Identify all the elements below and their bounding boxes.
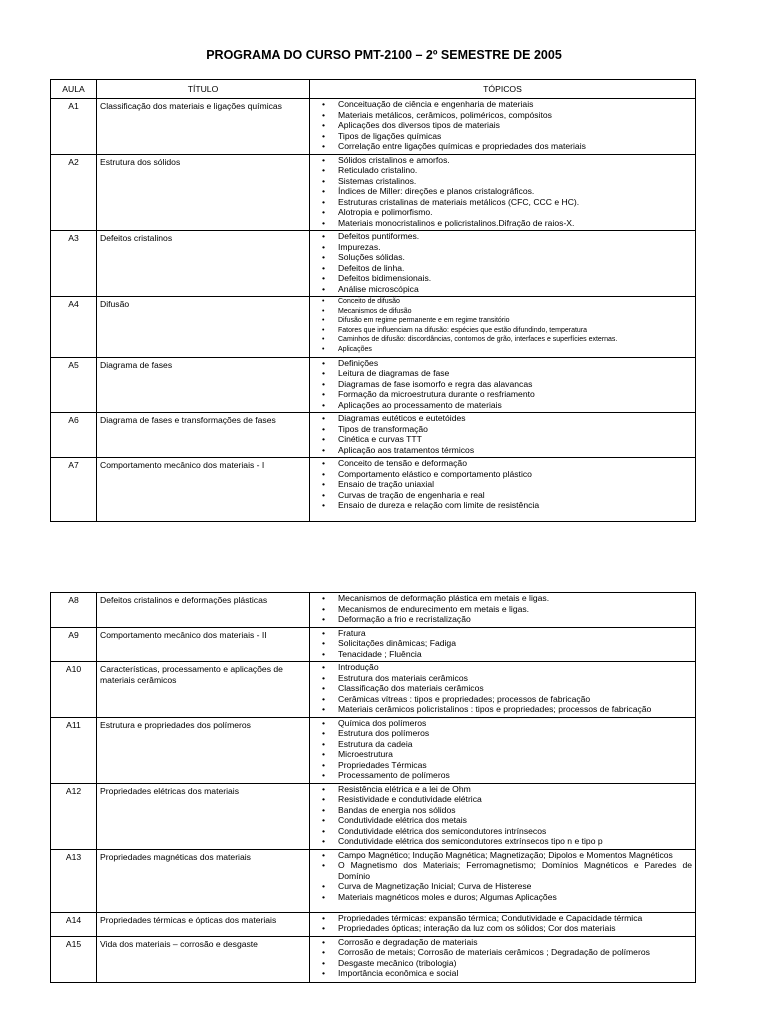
topic-item: • Cerâmicas vítreas : tipos e propriedades; processos de fabricação bbox=[338, 694, 692, 705]
topic-item: • Tipos de ligações químicas bbox=[338, 131, 692, 142]
lesson-title: Difusão bbox=[97, 297, 310, 358]
lesson-topics bbox=[310, 717, 696, 783]
topic-item: • Definições bbox=[338, 358, 692, 369]
lesson-row-a10 bbox=[51, 662, 696, 718]
header-aula: AULA bbox=[51, 80, 97, 99]
topic-item: • Processamento de polímeros bbox=[338, 770, 692, 781]
topic-item: • Condutividade elétrica dos semicondutores intrínsecos bbox=[338, 826, 692, 837]
topic-list bbox=[313, 413, 692, 455]
topic-item: • Alotropia e polimorfismo. bbox=[338, 207, 692, 218]
topic-item: • Fatores que influenciam na difusão: espécies que estão difundindo, temperatura bbox=[338, 326, 692, 336]
topic-item: • Tipos de transformação bbox=[338, 424, 692, 435]
topic-item: • Defeitos puntiformes. bbox=[338, 231, 692, 242]
topic-list bbox=[313, 593, 692, 625]
lesson-title: Propriedades térmicas e ópticas dos materiais bbox=[97, 912, 310, 936]
topic-item: • Campo Magnético; Indução Magnética; Magnetização; Dipolos e Momentos Magnéticos bbox=[338, 850, 692, 861]
lesson-code: A7 bbox=[51, 458, 97, 522]
topic-item: • Resistividade e condutividade elétrica bbox=[338, 794, 692, 805]
lesson-topics bbox=[310, 231, 696, 297]
lesson-title: Características, processamento e aplicações de materiais cerâmicos bbox=[97, 662, 310, 718]
lesson-title: Propriedades elétricas dos materiais bbox=[97, 783, 310, 849]
topic-list bbox=[313, 718, 692, 781]
lesson-code: A3 bbox=[51, 231, 97, 297]
lesson-code: A9 bbox=[51, 627, 97, 662]
lesson-row-a13 bbox=[51, 849, 696, 912]
topic-list bbox=[313, 628, 692, 660]
lesson-code: A8 bbox=[51, 593, 97, 628]
topic-item: • Mecanismos de deformação plástica em metais e ligas. bbox=[338, 593, 692, 604]
topic-item: • Caminhos de difusão: discordâncias, contornos de grão, interfaces e superfícies externas. bbox=[338, 335, 692, 345]
topic-item: • Química dos polímeros bbox=[338, 718, 692, 729]
document-title: PROGRAMA DO CURSO PMT-2100 – 2º SEMESTRE DE 2005 bbox=[206, 48, 562, 62]
topic-item: • Bandas de energia nos sólidos bbox=[338, 805, 692, 816]
lesson-title: Propriedades magnéticas dos materiais bbox=[97, 849, 310, 912]
topic-item: • Materiais metálicos, cerâmicos, poliméricos, compósitos bbox=[338, 110, 692, 121]
header-titulo: TÍTULO bbox=[97, 80, 310, 99]
lesson-code: A4 bbox=[51, 297, 97, 358]
topic-item: • Aplicações bbox=[338, 345, 692, 355]
lesson-title: Comportamento mecânico dos materiais - I bbox=[97, 458, 310, 522]
lesson-row-a12 bbox=[51, 783, 696, 849]
lesson-row-a9 bbox=[51, 627, 696, 662]
topic-item: • Diagramas de fase isomorfo e regra das alavancas bbox=[338, 379, 692, 390]
topic-item: • Curvas de tração de engenharia e real bbox=[338, 490, 692, 501]
topic-item: • Mecanismos de difusão bbox=[338, 307, 692, 317]
topic-list bbox=[313, 784, 692, 847]
lesson-code: A2 bbox=[51, 154, 97, 231]
table-header-row bbox=[51, 80, 696, 99]
topic-item: • Cinética e curvas TTT bbox=[338, 434, 692, 445]
topic-item: • Defeitos bidimensionais. bbox=[338, 273, 692, 284]
topic-list bbox=[313, 155, 692, 229]
topic-list bbox=[313, 358, 692, 411]
lesson-row-a2 bbox=[51, 154, 696, 231]
topic-item: • Condutividade elétrica dos metais bbox=[338, 815, 692, 826]
lesson-code: A15 bbox=[51, 936, 97, 982]
topic-item: • Conceito de difusão bbox=[338, 297, 692, 307]
lesson-title: Defeitos cristalinos bbox=[97, 231, 310, 297]
lesson-title: Estrutura dos sólidos bbox=[97, 154, 310, 231]
lesson-row-a1 bbox=[51, 99, 696, 155]
topic-item: • Propriedades Térmicas bbox=[338, 760, 692, 771]
topic-item: • Microestrutura bbox=[338, 749, 692, 760]
lesson-code: A14 bbox=[51, 912, 97, 936]
topic-item: • Sistemas cristalinos. bbox=[338, 176, 692, 187]
topic-list bbox=[313, 913, 692, 934]
topic-item: • Mecanismos de endurecimento em metais e ligas. bbox=[338, 604, 692, 615]
topic-item: • Impurezas. bbox=[338, 242, 692, 253]
topic-item: • Estrutura dos materiais cerâmicos bbox=[338, 673, 692, 684]
topic-item: • Diagramas eutéticos e eutetóides bbox=[338, 413, 692, 424]
topic-list bbox=[313, 99, 692, 152]
lesson-row-a4 bbox=[51, 297, 696, 358]
lesson-row-a14 bbox=[51, 912, 696, 936]
lesson-topics bbox=[310, 357, 696, 413]
topic-item: • Aplicação aos tratamentos térmicos bbox=[338, 445, 692, 456]
lesson-code: A10 bbox=[51, 662, 97, 718]
course-table-part-2 bbox=[50, 592, 696, 983]
lesson-topics bbox=[310, 593, 696, 628]
lesson-topics bbox=[310, 99, 696, 155]
topic-item: • Introdução bbox=[338, 662, 692, 673]
lesson-code: A11 bbox=[51, 717, 97, 783]
topic-item: • Índices de Miller: direções e planos cristalográficos. bbox=[338, 186, 692, 197]
lesson-title: Classificação dos materiais e ligações químicas bbox=[97, 99, 310, 155]
topic-item: • Solicitações dinâmicas; Fadiga bbox=[338, 638, 692, 649]
topic-item: • Estruturas cristalinas de materiais metálicos (CFC, CCC e HC). bbox=[338, 197, 692, 208]
topic-item: • Propriedades térmicas: expansão térmica; Condutividade e Capacidade térmica bbox=[338, 913, 692, 924]
course-table-part-1 bbox=[50, 79, 696, 522]
topic-item: • Difusão em regime permanente e em regime transitório bbox=[338, 316, 692, 326]
lesson-topics bbox=[310, 912, 696, 936]
lesson-code: A5 bbox=[51, 357, 97, 413]
lesson-code: A6 bbox=[51, 413, 97, 458]
topic-item: • Estrutura dos polímeros bbox=[338, 728, 692, 739]
topic-list bbox=[313, 458, 692, 511]
topic-item: • Ensaio de tração uniaxial bbox=[338, 479, 692, 490]
lesson-row-a8 bbox=[51, 593, 696, 628]
topic-item: • Desgaste mecânico (tribologia) bbox=[338, 958, 692, 969]
topic-item: • Resistência elétrica e a lei de Ohm bbox=[338, 784, 692, 795]
topic-item: • Leitura de diagramas de fase bbox=[338, 368, 692, 379]
header-topicos: TÓPICOS bbox=[310, 80, 696, 99]
lesson-title: Comportamento mecânico dos materiais - II bbox=[97, 627, 310, 662]
topic-item: • Classificação dos materiais cerâmicos bbox=[338, 683, 692, 694]
lesson-row-a7 bbox=[51, 458, 696, 522]
topic-list bbox=[313, 231, 692, 294]
lesson-code: A12 bbox=[51, 783, 97, 849]
topic-item: • Importância econômica e social bbox=[338, 968, 692, 979]
topic-item: • Materiais monocristalinos e policristalinos.Difração de raios-X. bbox=[338, 218, 692, 229]
lesson-code: A1 bbox=[51, 99, 97, 155]
lesson-row-a6 bbox=[51, 413, 696, 458]
topic-item: • Estrutura da cadeia bbox=[338, 739, 692, 750]
topic-item: • Conceito de tensão e deformação bbox=[338, 458, 692, 469]
topic-item: • Condutividade elétrica dos semicondutores extrínsecos tipo n e tipo p bbox=[338, 836, 692, 847]
topic-item: • Defeitos de linha. bbox=[338, 263, 692, 274]
topic-item: • Aplicações ao processamento de materiais bbox=[338, 400, 692, 411]
topic-item: • Reticulado cristalino. bbox=[338, 165, 692, 176]
topic-item: • Sólidos cristalinos e amorfos. bbox=[338, 155, 692, 166]
lesson-topics bbox=[310, 458, 696, 522]
lesson-topics bbox=[310, 154, 696, 231]
topic-item: • Correlação entre ligações químicas e propriedades dos materiais bbox=[338, 141, 692, 152]
topic-item: • Fratura bbox=[338, 628, 692, 639]
lesson-row-a3 bbox=[51, 231, 696, 297]
lesson-topics bbox=[310, 849, 696, 912]
topic-list bbox=[313, 297, 692, 355]
topic-item: • Materiais cerâmicos policristalinos : tipos e propriedades; processos de fabricação bbox=[338, 704, 692, 715]
lesson-topics bbox=[310, 413, 696, 458]
topic-item: • Tenacidade ; Fluência bbox=[338, 649, 692, 660]
topic-list bbox=[313, 850, 692, 903]
lesson-topics bbox=[310, 936, 696, 982]
topic-list bbox=[313, 937, 692, 979]
lesson-row-a5 bbox=[51, 357, 696, 413]
lesson-title: Vida dos materiais – corrosão e desgaste bbox=[97, 936, 310, 982]
topic-item: • Curva de Magnetização Inicial; Curva de Histerese bbox=[338, 881, 692, 892]
lesson-topics bbox=[310, 297, 696, 358]
lesson-title: Diagrama de fases bbox=[97, 357, 310, 413]
topic-item: • Análise microscópica bbox=[338, 284, 692, 295]
topic-item: • Propriedades ópticas; interação da luz com os sólidos; Cor dos materiais bbox=[338, 923, 692, 934]
lesson-code: A13 bbox=[51, 849, 97, 912]
topic-item: • Ensaio de dureza e relação com limite de resistência bbox=[338, 500, 692, 511]
lesson-title: Defeitos cristalinos e deformações plásticas bbox=[97, 593, 310, 628]
topic-item: • Formação da microestrutura durante o resfriamento bbox=[338, 389, 692, 400]
topic-item: • Soluções sólidas. bbox=[338, 252, 692, 263]
topic-item: • O Magnetismo dos Materiais; Ferromagnetismo; Domínios Magnéticos e Paredes de Domínio bbox=[338, 860, 692, 881]
lesson-title: Estrutura e propriedades dos polímeros bbox=[97, 717, 310, 783]
topic-item: • Conceituação de ciência e engenharia de materiais bbox=[338, 99, 692, 110]
topic-item: • Aplicações dos diversos tipos de materiais bbox=[338, 120, 692, 131]
topic-list bbox=[313, 662, 692, 715]
topic-item: • Corrosão e degradação de materiais bbox=[338, 937, 692, 948]
lesson-topics bbox=[310, 662, 696, 718]
lesson-topics bbox=[310, 627, 696, 662]
lesson-row-a15 bbox=[51, 936, 696, 982]
topic-item: • Corrosão de metais; Corrosão de materiais cerâmicos ; Degradação de polímeros bbox=[338, 947, 692, 958]
lesson-row-a11 bbox=[51, 717, 696, 783]
lesson-title: Diagrama de fases e transformações de fases bbox=[97, 413, 310, 458]
lesson-topics bbox=[310, 783, 696, 849]
topic-item: • Materiais magnéticos moles e duros; Algumas Aplicações bbox=[338, 892, 692, 903]
topic-item: • Deformação a frio e recristalização bbox=[338, 614, 692, 625]
topic-item: • Comportamento elástico e comportamento plástico bbox=[338, 469, 692, 480]
